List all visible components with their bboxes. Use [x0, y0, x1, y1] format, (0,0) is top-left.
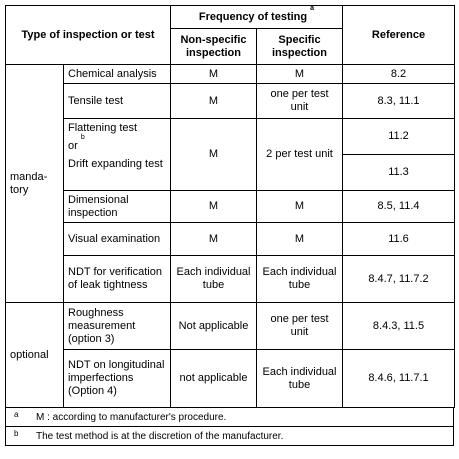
non-specific-value: Not applicable	[171, 303, 257, 350]
specific-value: one per test unit	[257, 84, 343, 119]
header-frequency: Frequency of testing $^a$	[171, 6, 343, 29]
reference-value: 11.6	[343, 223, 455, 256]
specific-value: Each individual tube	[257, 350, 343, 408]
reference-value: 8.2	[343, 65, 455, 84]
footnote-text: The test method is at the discretion of the manufacturer.	[36, 430, 284, 442]
group-mandatory: manda-tory	[6, 65, 64, 303]
footnotes	[5, 408, 454, 446]
table-row	[6, 191, 455, 223]
table-row	[6, 65, 455, 84]
header-type: Type of inspection or test	[6, 6, 171, 65]
test-name: NDT on longitudinal imperfections (Option 4)	[64, 350, 171, 408]
reference-value: 8.4.6, 11.7.1	[343, 350, 455, 408]
specific-value: M	[257, 65, 343, 84]
footnote-mark: a	[14, 409, 19, 419]
reference-value: 8.3, 11.1	[343, 84, 455, 119]
non-specific-value: M	[171, 119, 257, 191]
header-non-specific: Non-specific inspection	[171, 29, 257, 65]
header-reference: Reference	[343, 6, 455, 65]
table-row	[6, 119, 455, 155]
table-row	[6, 303, 455, 350]
footnote	[6, 408, 453, 426]
non-specific-value: M	[171, 223, 257, 256]
table-row	[6, 223, 455, 256]
test-name: Dimensional inspection	[64, 191, 171, 223]
non-specific-value: Each individual tube	[171, 256, 257, 303]
non-specific-value: M	[171, 65, 257, 84]
non-specific-value: M	[171, 191, 257, 223]
non-specific-value: not applicable	[171, 350, 257, 408]
footnote-mark: b	[14, 428, 19, 438]
specific-value: M	[257, 191, 343, 223]
test-name: NDT for verification of leak tightness	[64, 256, 171, 303]
group-optional: optional	[6, 303, 64, 408]
table-row	[6, 84, 455, 119]
specific-value: Each individual tube	[257, 256, 343, 303]
footnote-mark-b: b	[80, 134, 85, 141]
inspection-table-container	[5, 5, 454, 446]
footnote-mark-a: a	[310, 4, 315, 12]
non-specific-value: M	[171, 84, 257, 119]
table-row	[6, 256, 455, 303]
reference-value: 11.2	[343, 119, 455, 155]
reference-value: 11.3	[343, 155, 455, 191]
header-specific: Specific inspection	[257, 29, 343, 65]
reference-value: 8.5, 11.4	[343, 191, 455, 223]
test-name: Roughness measurement (option 3)	[64, 303, 171, 350]
specific-value: 2 per test unit	[257, 119, 343, 191]
reference-value: 8.4.3, 11.5	[343, 303, 455, 350]
specific-value: M	[257, 223, 343, 256]
specific-value: one per test unit	[257, 303, 343, 350]
test-name: Visual examination	[64, 223, 171, 256]
test-name-flattening: Flattening test or $^b$ Drift expanding test	[64, 119, 171, 191]
inspection-table	[5, 5, 455, 408]
table-row	[6, 350, 455, 408]
reference-value: 8.4.7, 11.7.2	[343, 256, 455, 303]
test-name: Chemical analysis	[64, 65, 171, 84]
footnote	[6, 426, 453, 445]
test-name: Tensile test	[64, 84, 171, 119]
footnote-text: M : according to manufacturer's procedure.	[36, 411, 227, 423]
